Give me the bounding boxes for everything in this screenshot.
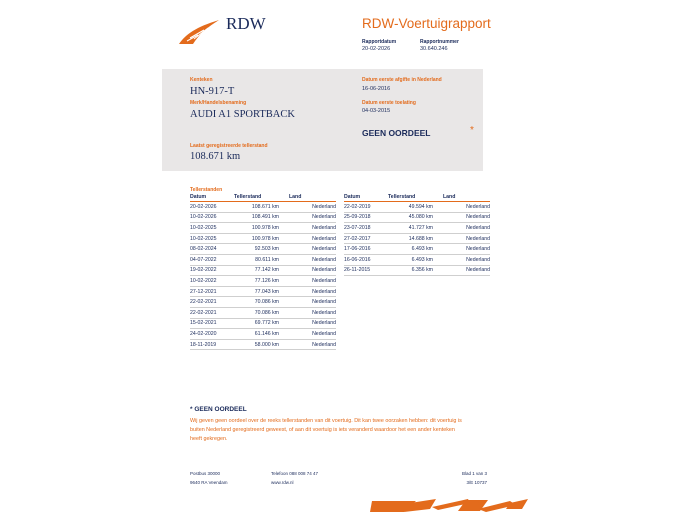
table-row [344, 223, 490, 234]
reading-odometer: 45.080 km [388, 212, 443, 223]
table-row [344, 233, 490, 244]
reading-country: Nederland [289, 244, 336, 255]
reading-country: Nederland [289, 307, 336, 318]
reading-country: Nederland [289, 233, 336, 244]
reading-date: 16-06-2016 [344, 254, 388, 265]
col-datum: Datum [344, 194, 388, 202]
report-number-label: Rapportnummer [420, 39, 459, 45]
table-row [190, 329, 336, 340]
table-row [190, 265, 336, 276]
reading-date: 24-02-2020 [190, 329, 234, 340]
merk-value: AUDI A1 SPORTBACK [190, 109, 295, 120]
reading-date: 17-06-2016 [344, 244, 388, 255]
reading-odometer: 41.727 km [388, 223, 443, 234]
report-date-label: Rapportdatum [362, 39, 397, 45]
reading-date: 08-02-2024 [190, 244, 234, 255]
table-row [190, 276, 336, 287]
col-land: Land [289, 194, 336, 202]
odometer-value: 108.671 km [190, 151, 241, 162]
reading-country: Nederland [443, 254, 490, 265]
reading-country: Nederland [443, 244, 490, 255]
table-row [344, 212, 490, 223]
reading-country: Nederland [289, 318, 336, 329]
table-row [190, 233, 336, 244]
reading-country: Nederland [289, 297, 336, 308]
table-row [190, 307, 336, 318]
rdw-wing-logo-icon [178, 19, 220, 45]
reading-odometer: 108.491 km [234, 212, 289, 223]
footer-page: Blad 1 van 3 [461, 471, 487, 476]
reading-country: Nederland [443, 202, 490, 213]
reading-country: Nederland [289, 329, 336, 340]
reading-country: Nederland [289, 276, 336, 287]
table-row [190, 286, 336, 297]
reading-date: 15-02-2021 [190, 318, 234, 329]
reading-odometer: 100.978 km [234, 223, 289, 234]
merk-label: Merk/Handelsbenaming [190, 100, 247, 106]
reading-odometer: 70.086 km [234, 297, 289, 308]
table-row [190, 202, 336, 213]
readings-title: Tellerstanden [190, 187, 223, 193]
reading-date: 18-11-2019 [190, 339, 234, 350]
reading-odometer: 92.503 km [234, 244, 289, 255]
reading-odometer: 77.142 km [234, 265, 289, 276]
reading-country: Nederland [289, 223, 336, 234]
report-date-value: 20-02-2026 [362, 46, 391, 52]
reading-country: Nederland [443, 233, 490, 244]
first-nl-value: 16-06-2016 [362, 86, 391, 92]
reading-date: 27-02-2017 [344, 233, 388, 244]
reading-odometer: 100.978 km [234, 233, 289, 244]
reading-date: 10-02-2025 [190, 233, 234, 244]
report-title: RDW-Voertuigrapport [362, 16, 491, 31]
org-name: RDW [226, 14, 266, 33]
table-row [344, 265, 490, 276]
table-row [190, 244, 336, 255]
table-row [190, 223, 336, 234]
reading-date: 23-07-2018 [344, 223, 388, 234]
reading-odometer: 6.356 km [388, 265, 443, 276]
reading-odometer: 69.772 km [234, 318, 289, 329]
first-admission-value: 04-03-2015 [362, 108, 391, 114]
odometer-label: Laatst geregistreerde tellerstand [190, 143, 268, 149]
reading-country: Nederland [289, 254, 336, 265]
reading-odometer: 6.493 km [388, 244, 443, 255]
col-tellerstand: Tellerstand [234, 194, 289, 202]
footer-address-2: 9640 RA Veendam [190, 480, 228, 485]
col-tellerstand: Tellerstand [388, 194, 443, 202]
table-row [190, 254, 336, 265]
reading-odometer: 77.126 km [234, 276, 289, 287]
table-row [190, 297, 336, 308]
reading-date: 27-12-2021 [190, 286, 234, 297]
reading-country: Nederland [443, 265, 490, 276]
table-row [190, 212, 336, 223]
col-datum: Datum [190, 194, 234, 202]
reading-date: 10-02-2025 [190, 223, 234, 234]
note-line: Wij geven geen oordeel over de reeks tellerstanden van dit voertuig. Dit kan twee oorzaken hebben: dit voertuig is [190, 418, 462, 424]
footer-code: 3/E 10737 [466, 480, 487, 485]
reading-date: 22-02-2021 [190, 307, 234, 318]
table-row [344, 202, 490, 213]
report-number-value: 30.640.246 [420, 46, 448, 52]
reading-date: 10-02-2022 [190, 276, 234, 287]
reading-date: 22-02-2021 [190, 297, 234, 308]
reading-odometer: 61.146 km [234, 329, 289, 340]
note-line: heeft gekregen. [190, 436, 228, 442]
readings-table-left [190, 194, 336, 350]
footer-web[interactable]: www.rdw.nl [271, 480, 294, 485]
reading-country: Nederland [289, 212, 336, 223]
table-row [190, 318, 336, 329]
table-row [190, 339, 336, 350]
reading-odometer: 6.493 km [388, 254, 443, 265]
footer-address-1: Postbus 30000 [190, 471, 221, 476]
kenteken-label: Kenteken [190, 77, 213, 83]
note-title: * GEEN OORDEEL [190, 406, 247, 413]
reading-odometer: 77.043 km [234, 286, 289, 297]
rdw-stripes-graphic-icon [370, 497, 530, 514]
readings-table-right [344, 194, 490, 276]
first-admission-label: Datum eerste toelating [362, 100, 416, 106]
verdict: GEEN OORDEEL [362, 128, 431, 138]
table-row [344, 244, 490, 255]
reading-country: Nederland [289, 202, 336, 213]
reading-date: 19-02-2022 [190, 265, 234, 276]
reading-country: Nederland [443, 212, 490, 223]
footer-phone: Telefoon 088 008 74 47 [271, 471, 319, 476]
reading-odometer: 49.594 km [388, 202, 443, 213]
reading-country: Nederland [443, 223, 490, 234]
reading-date: 04-07-2022 [190, 254, 234, 265]
reading-odometer: 108.671 km [234, 202, 289, 213]
first-nl-label: Datum eerste afgifte in Nederland [362, 77, 442, 83]
note-text [190, 417, 500, 444]
kenteken-value: HN-917-T [190, 86, 235, 97]
reading-date: 25-09-2018 [344, 212, 388, 223]
reading-country: Nederland [289, 339, 336, 350]
reading-date: 20-02-2026 [190, 202, 234, 213]
reading-date: 10-02-2026 [190, 212, 234, 223]
reading-country: Nederland [289, 286, 336, 297]
reading-country: Nederland [289, 265, 336, 276]
reading-odometer: 14.688 km [388, 233, 443, 244]
note-line: buiten Nederland geregistreerd geweest, of aan dit voertuig is iets veranderd waardoor het een ander kenteken [190, 427, 455, 433]
verdict-mark: * [470, 125, 474, 136]
reading-odometer: 70.086 km [234, 307, 289, 318]
reading-date: 26-11-2015 [344, 265, 388, 276]
reading-odometer: 58.000 km [234, 339, 289, 350]
table-row [344, 254, 490, 265]
col-land: Land [443, 194, 490, 202]
reading-odometer: 80.611 km [234, 254, 289, 265]
reading-date: 22-02-2019 [344, 202, 388, 213]
